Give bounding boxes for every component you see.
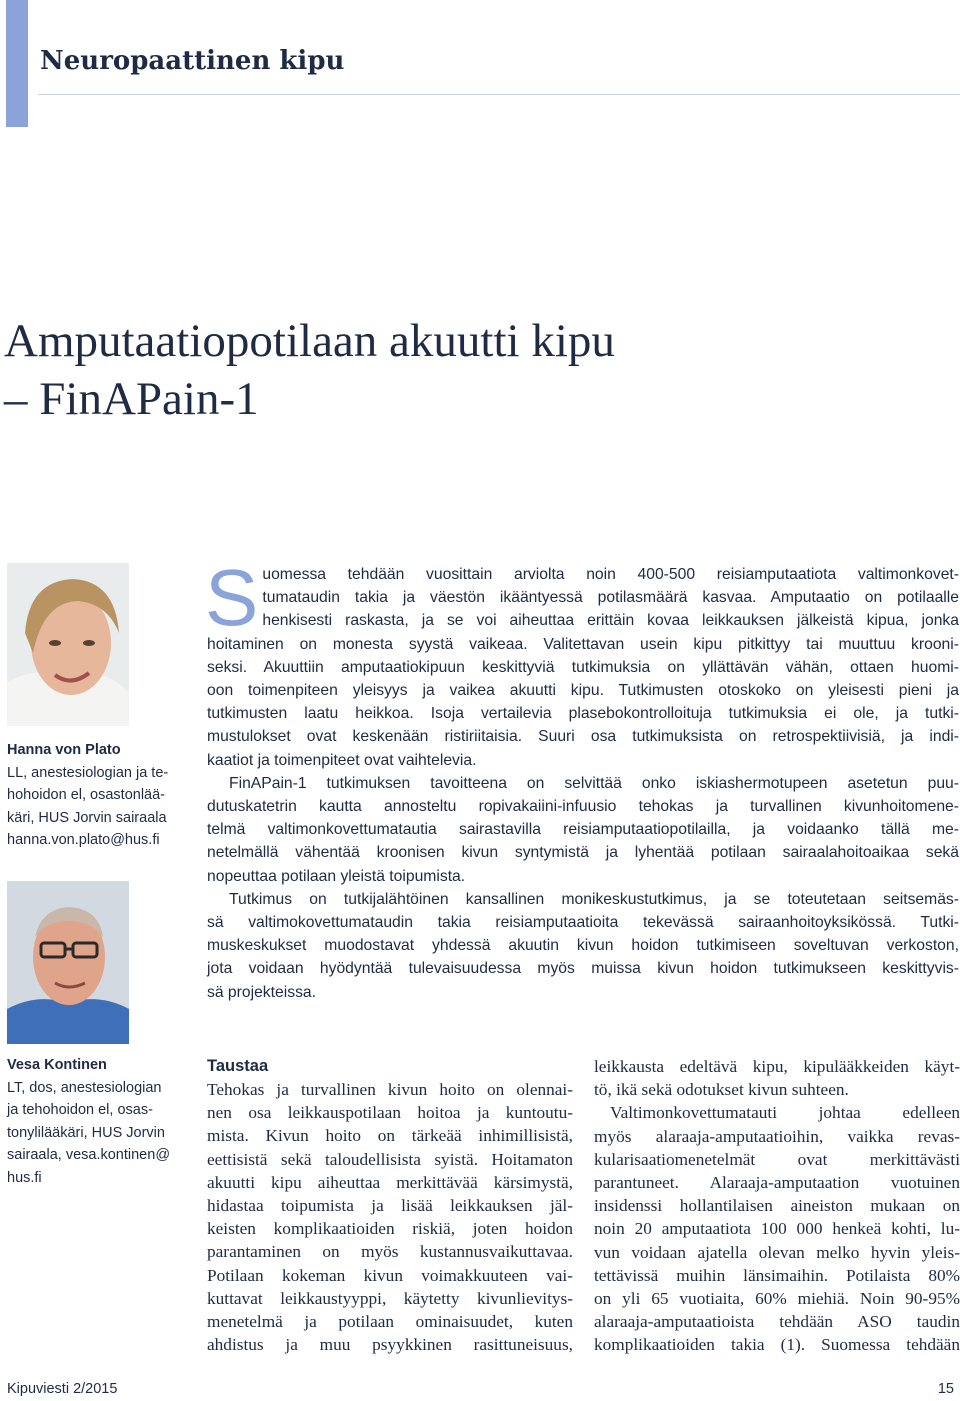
body-line: tettävissä muihin länsimaihin. Potilaista 80% (594, 1265, 960, 1285)
body-column-2 (594, 1055, 960, 1357)
lede-line: hoitaminen on monesta syystä vaikeaa. Valitettavan usein kipu pitkittyy tai muuttuu krooni- (207, 635, 959, 653)
lede-line: tutkimusten laatu heikkoa. Isoja vertailevia plasebokontrolloituja tutkimuksia ei ole, ja tutki- (207, 705, 959, 723)
section-accent-bar (6, 0, 28, 127)
body-line: leikkausta edeltävä kipu, kipulääkkeiden käyt- (594, 1057, 960, 1076)
body-line: noin 20 amputaatiota 100 000 henkeä kohti, lu- (594, 1219, 960, 1239)
body-line: menetelmä ja potilaan ominaisuudet, kuten (207, 1312, 573, 1332)
article-lede (205, 553, 959, 1004)
body-line: Valtimonkovettumatauti johtaa edelleen (610, 1103, 960, 1123)
body-line: keisten komplikaatioiden riskiä, joten hoidon (207, 1219, 573, 1239)
body-line: parantuneet. Alaraaja-amputaation vuotuinen (594, 1173, 960, 1193)
drop-cap: S (205, 553, 259, 642)
section-title: Neuropaattinen kipu (40, 46, 345, 76)
body-line: kularisaatiomenetelmät ovat merkittävästi (594, 1149, 960, 1169)
headline-line-1: Amputaatiopotilaan akuutti kipu (4, 315, 615, 367)
lede-line: FinAPain-1 tutkimuksen tavoitteena on selvittää onko iskiashermotupeen asetetun puu- (229, 774, 959, 792)
author-bio-line: tonylilääkäri, HUS Jorvin (7, 1124, 165, 1141)
publication-footer: Kipuviesti 2/2015 (7, 1381, 118, 1397)
author-bio-line: käri, HUS Jorvin sairaala (7, 809, 167, 826)
body-line: Tehokas ja turvallinen kivun hoito on olennai- (207, 1080, 573, 1099)
body-line: akuutti kipu aiheuttaa merkittävää kärsimystä, (207, 1172, 573, 1192)
lede-line: dutuskatetrin kautta annosteltu ropivakaiini-infuusio tehokas ja turvallinen kivunhoitomene- (207, 798, 959, 816)
body-line: nen osa leikkauspotilaan hoitoa ja kuntoutu- (207, 1103, 573, 1123)
section-divider (38, 94, 960, 95)
lede-line: mustulokset ovat keskenään ristiriitaisia. Suuri osa tutkimuksista on retrospektiivisiä, ja indi- (207, 728, 959, 746)
lede-line: oon toimenpiteen yleisyys ja vaikea akuutti kipu. Tutkimusten otoskoko on yleisesti pieni ja (207, 682, 959, 700)
body-line: eettisistä sekä taloudellisista syistä. Hoitamaton (207, 1149, 573, 1169)
lede-line: tumataudin takia ja väestön ikääntyessä potilasmäärä kasvaa. Amputaatio on potilaalle (262, 589, 959, 607)
body-line: vun voidaan ajatella olevan melko hyvin yleis- (594, 1242, 960, 1262)
lede-line: Tutkimus on tutkijalähtöinen kansallinen monikeskustutkimus, ja se toteutetaan seitsemäs- (229, 890, 959, 908)
author-bio-1 (7, 739, 187, 852)
lede-line: uomessa tehdään vuosittain arviolta noin 400-500 reisiamputaatiota valtimonkovet- (262, 566, 959, 583)
author-bio-line: ja tehohoidon el, osas- (7, 1102, 153, 1118)
lede-line: seksi. Akuuttiin amputaatiokipuun keskittyviä tutkimuksia on yllättävän vähän, ottaen huomi- (207, 658, 959, 676)
author-photo-hanna (7, 563, 129, 726)
lede-line: netelmällä vähentää kroonisen kivun syntymistä ja lyhentää potilaan sairaalahoitoaikaa sekä (207, 844, 959, 862)
lede-line: kaatiot ja toimenpiteet ovat vaihtelevia. (207, 751, 477, 769)
lede-line: nopeuttaa potilaan yleistä toipumista. (207, 867, 466, 885)
author-name: Hanna von Plato (7, 742, 121, 758)
lede-line: muskeskukset muodostavat yhdessä akuutin kivun hoidon tutkimiseen soveltuvan verkoston, (207, 937, 959, 955)
body-line: parantaminen on myös kustannusvaikuttavaa. (207, 1242, 573, 1262)
body-column-1 (207, 1055, 573, 1356)
body-line: on yli 65 vuotiaita, 60% miehiä. Noin 90-95% (594, 1289, 960, 1309)
lede-line: sä projekteissa. (207, 983, 316, 1001)
body-line: kuttavat leikkaustyyppi, käytetty kivunlievitys- (207, 1288, 573, 1308)
author-bio-line: LT, dos, anestesiologian (7, 1079, 162, 1096)
body-line: hidastaa toipumista ja lisää leikkauksen jäl- (207, 1196, 573, 1216)
author-email: hus.fi (7, 1169, 42, 1186)
author-name: Vesa Kontinen (7, 1057, 107, 1073)
article-headline (4, 312, 904, 428)
lede-line: henkisesti raskasta, ja se voi aiheuttaa erittäin kovaa leikkauksen jälkeistä kipua, jonka (262, 612, 959, 630)
body-line: Potilaan kokeman kivun voimakkuuteen vai- (207, 1265, 573, 1285)
author-bio-line: hohoidon el, osastonlää- (7, 787, 166, 803)
body-line: tö, ikä sekä odotukset kivun suhteen. (594, 1080, 849, 1100)
body-line: ahdistus ja muu psyykkinen rasittuneisuus, (207, 1335, 573, 1355)
body-line: komplikaatioiden takia (1). Suomessa tehdään (594, 1335, 960, 1355)
body-line: myös alaraaja-amputaatioihin, vaikka revas- (594, 1126, 960, 1146)
author-bio-2 (7, 1054, 187, 1189)
author-photo-vesa (7, 881, 129, 1044)
page-number: 15 (937, 1381, 954, 1397)
body-line: alaraaja-amputaatioista tehdään ASO taudin (594, 1312, 960, 1332)
body-line: insidenssi hollantilaisen aineiston mukaan on (594, 1196, 960, 1216)
section-heading: Taustaa (207, 1057, 269, 1075)
headline-line-2: – FinAPain-1 (4, 373, 259, 425)
lede-line: sä valtimokovettumataudin takia reisiamputaatioita tekevässä sairaanhoitoyksikössä. Tutki- (207, 914, 959, 932)
author-email: hanna.von.plato@hus.fi (7, 832, 160, 848)
author-bio-line: sairaala, vesa.kontinen@ (7, 1147, 171, 1163)
lede-line: jota voidaan hyödyntää tulevaisuudessa myös muissa kivun hoidon tutkimukseen keskittyvis- (207, 960, 959, 978)
body-line: mista. Kivun hoito on tärkeää inhimillisistä, (207, 1126, 573, 1146)
author-bio-line: LL, anestesiologian ja te- (7, 764, 169, 781)
lede-line: telmä valtimonkovettumatautia sairastavilla reisiamputaatiopotilailla, ja voidaanko tällä me- (207, 821, 959, 839)
